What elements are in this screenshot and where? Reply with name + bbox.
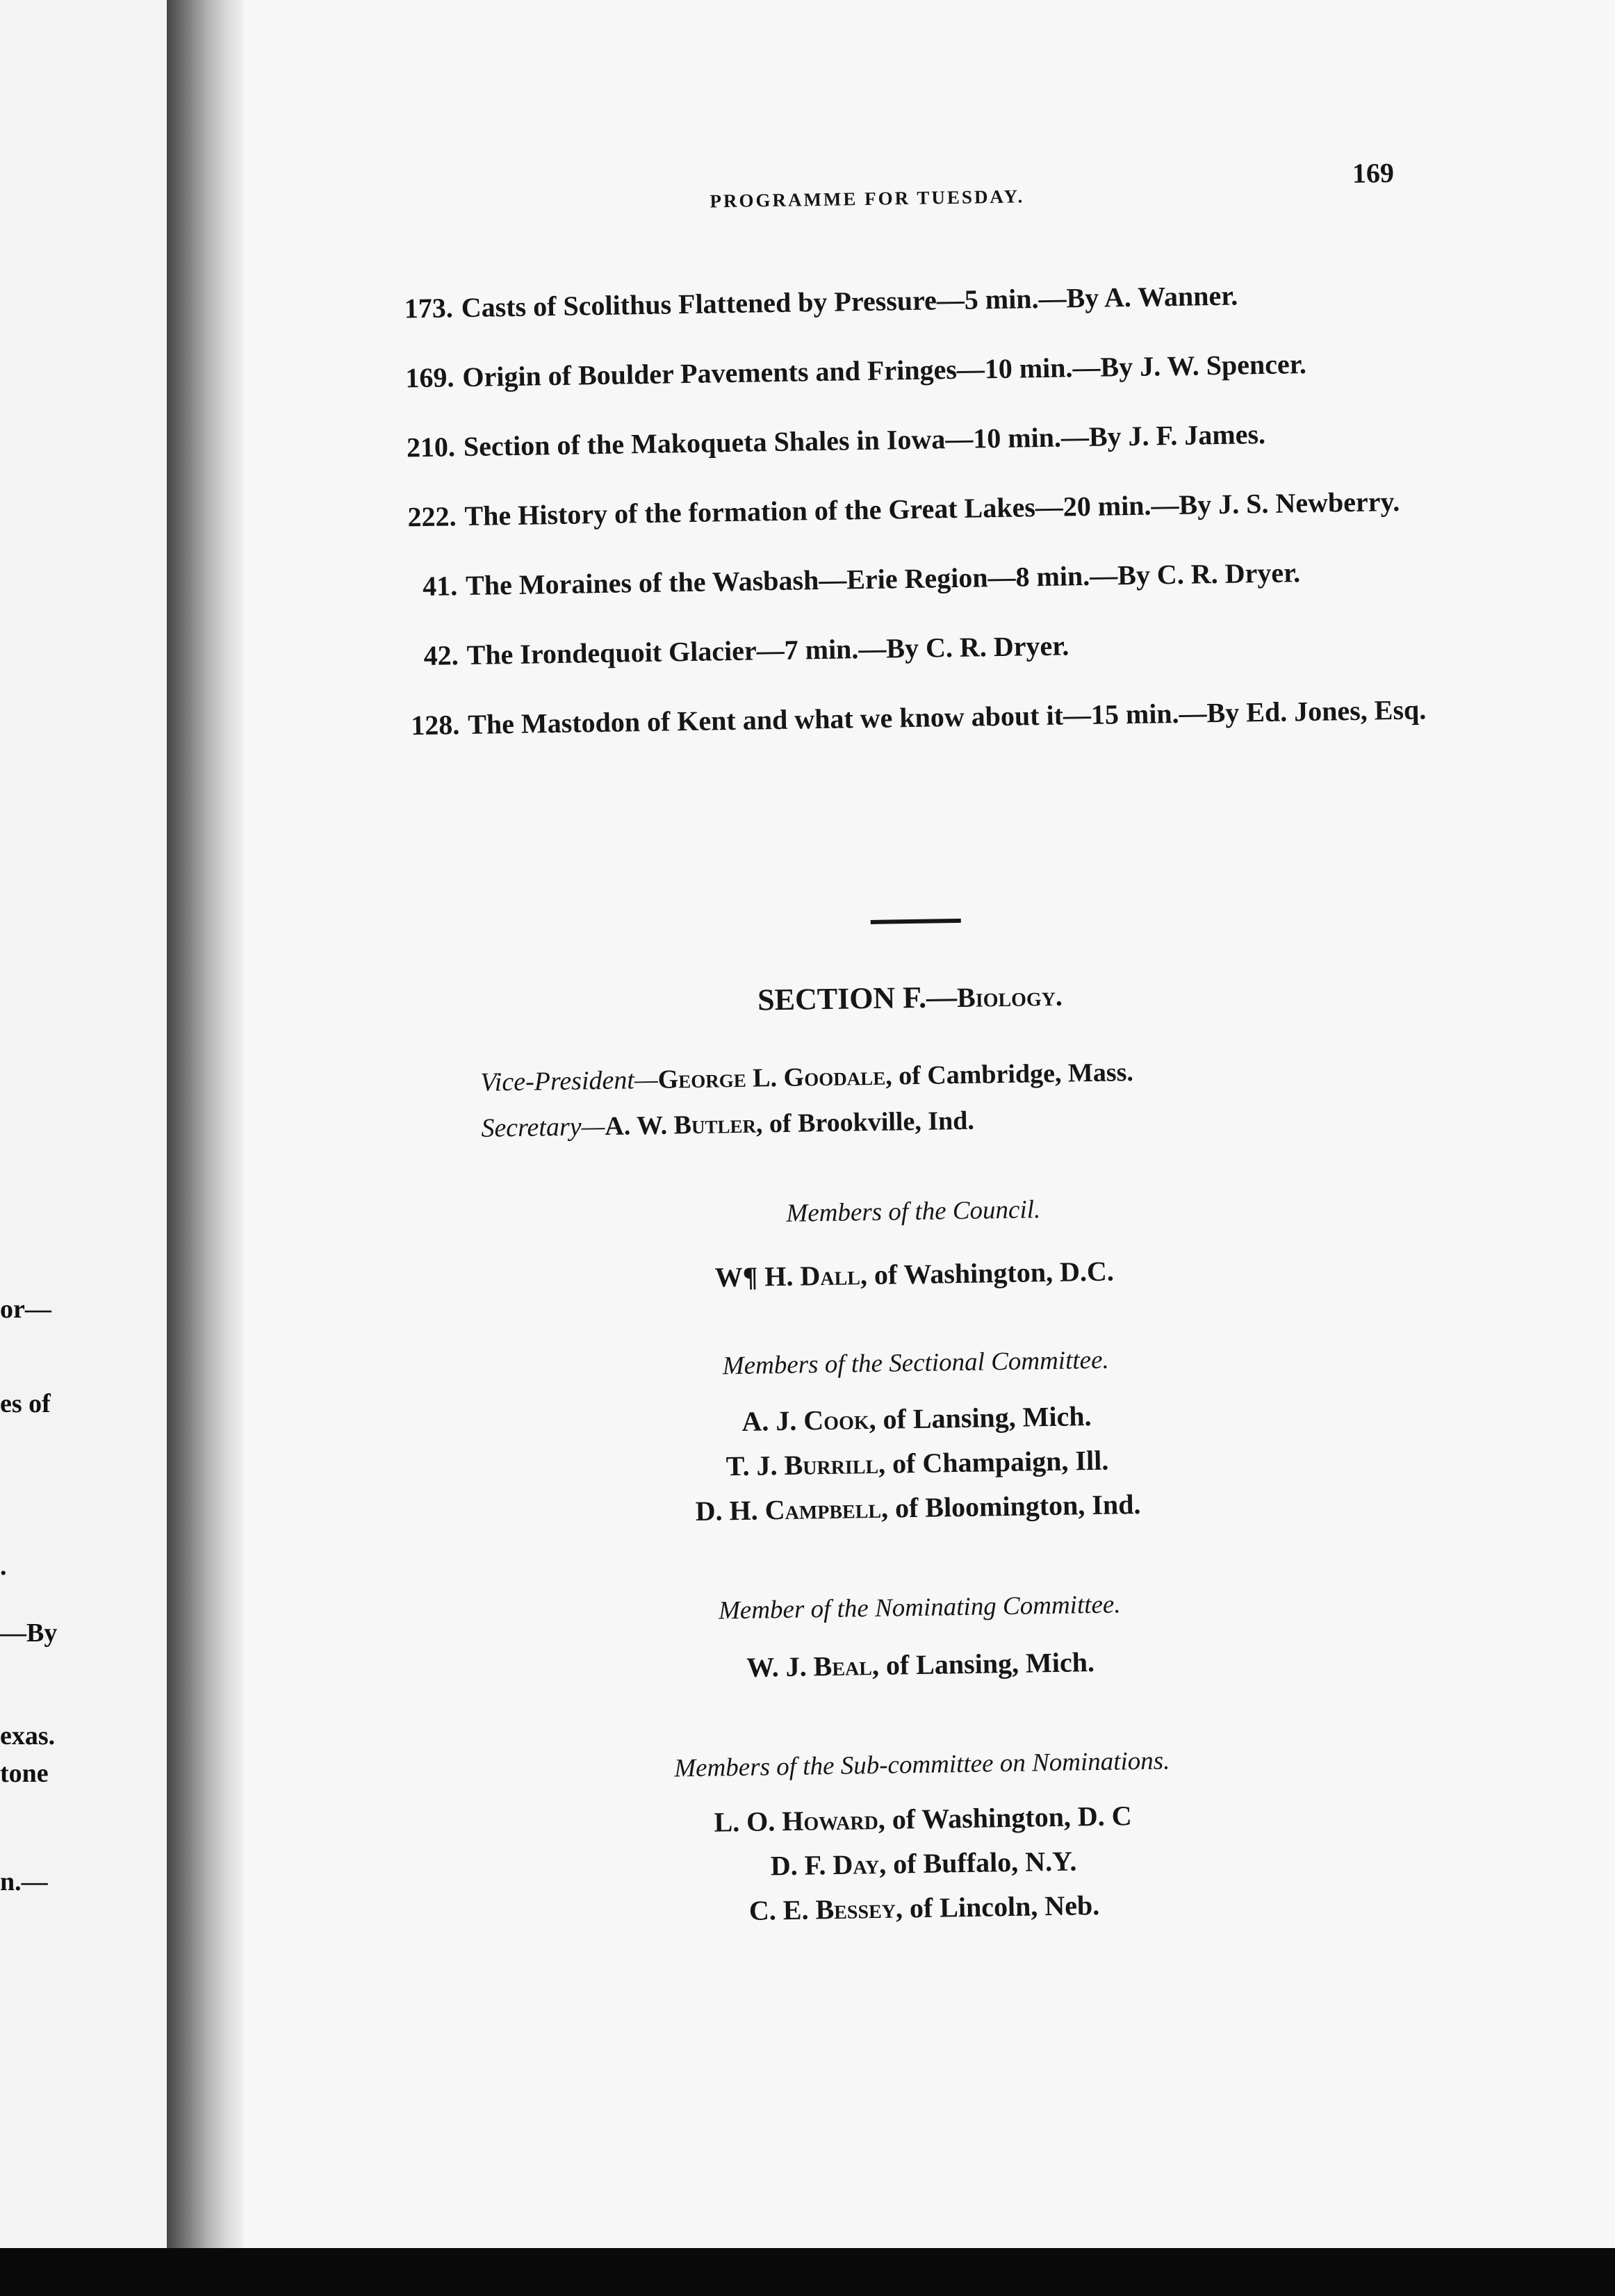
paper-entry (380, 411, 1423, 469)
left-page-fragment: n.— (0, 1867, 48, 1896)
secretary-label: Secretary— (481, 1111, 605, 1143)
vice-president-place: , of Cambridge, Mass. (885, 1058, 1134, 1091)
member-place: , of Bloomington, Ind. (880, 1488, 1141, 1524)
council-heading: Members of the Council. (786, 1195, 1041, 1228)
book-gutter (167, 0, 243, 2296)
nominating-committee-heading: Member of the Nominating Committee. (718, 1590, 1121, 1625)
paper-title: The Mastodon of Kent and what we know about it—15 min.—By Ed. Jones, Esq. (467, 694, 1427, 741)
paper-entry (381, 480, 1424, 539)
paper-title: Casts of Scolithus Flattened by Pressure—5 min.—By A. Wanner. (461, 279, 1238, 324)
paper-list (377, 272, 1427, 774)
member-name: T. J. Burrill (725, 1448, 879, 1482)
left-page-fragment: . (0, 1552, 7, 1581)
paper-number: 42. (423, 639, 459, 671)
paper-entry (379, 341, 1422, 400)
member-place: , of Washington, D.C. (860, 1255, 1115, 1291)
member-place: , of Champaign, Ill. (878, 1444, 1109, 1479)
secretary-place: , of Brookville, Ind. (755, 1106, 975, 1139)
section-label: SECTION F.— (757, 980, 958, 1017)
member-name: D. F. Day (770, 1848, 880, 1882)
secretary-name: A. W. Butler (605, 1109, 757, 1141)
member-name: C. E. Bessey (748, 1892, 896, 1926)
member-name: W¶ H. Dall (714, 1259, 861, 1293)
paper-entry (383, 619, 1426, 678)
member-name: W. J. Beal (746, 1650, 873, 1683)
running-head: PROGRAMME FOR TUESDAY. (710, 186, 1025, 212)
paper-entry (382, 550, 1425, 608)
vice-president-name: George L. Goodale (657, 1061, 886, 1094)
paper-number: 41. (422, 570, 458, 602)
subcommittee-heading: Members of the Sub-committee on Nominations. (673, 1746, 1170, 1783)
paper-number: 169. (405, 361, 454, 394)
left-page-fragment: —By (0, 1618, 58, 1648)
paper-number: 128. (410, 709, 460, 741)
member-place: , of Lincoln, Neb. (895, 1889, 1100, 1924)
member-place: , of Lansing, Mich. (871, 1646, 1095, 1682)
paper-title: The History of the formation of the Great Lakes—20 min.—By J. S. Newberry. (464, 485, 1400, 532)
paper-title: Section of the Makoqueta Shales in Iowa—10 min.—By J. F. James. (463, 418, 1266, 463)
sectional-committee-heading: Members of the Sectional Committee. (722, 1345, 1110, 1381)
left-page-fragment: tone (0, 1759, 49, 1788)
left-page-fragment: exas. (0, 1721, 56, 1750)
section-subject: Biology. (956, 980, 1063, 1014)
paper-entry (384, 689, 1427, 747)
vice-president-label: Vice-President— (480, 1065, 659, 1097)
member-name: D. H. Campbell (695, 1492, 882, 1527)
paper-title: The Moraines of the Wasbash—Erie Region—8 min.—By C. R. Dryer. (465, 557, 1301, 602)
paper-title: Origin of Boulder Pavements and Fringes—10 min.—By J. W. Spencer. (462, 347, 1307, 393)
member-place: , of Lansing, Mich. (869, 1400, 1092, 1436)
left-page-edge (0, 0, 167, 2296)
paper-title: The Irondequoit Glacier—7 min.—By C. R. Dryer. (466, 630, 1069, 671)
paper-number: 173. (404, 292, 454, 325)
member-name: A. J. Cook (741, 1404, 869, 1437)
paper-number: 210. (406, 431, 456, 464)
left-page-fragment: or— (0, 1295, 51, 1324)
member-name: L. O. Howard (714, 1803, 879, 1838)
page-number: 169 (1352, 156, 1395, 189)
scan-bottom-edge (0, 2248, 1615, 2296)
member-place: , of Washington, D. C (878, 1800, 1132, 1835)
paper-number: 222. (407, 500, 457, 533)
member-place: , of Buffalo, N.Y. (878, 1845, 1077, 1880)
left-page-fragment: es of (0, 1389, 51, 1418)
